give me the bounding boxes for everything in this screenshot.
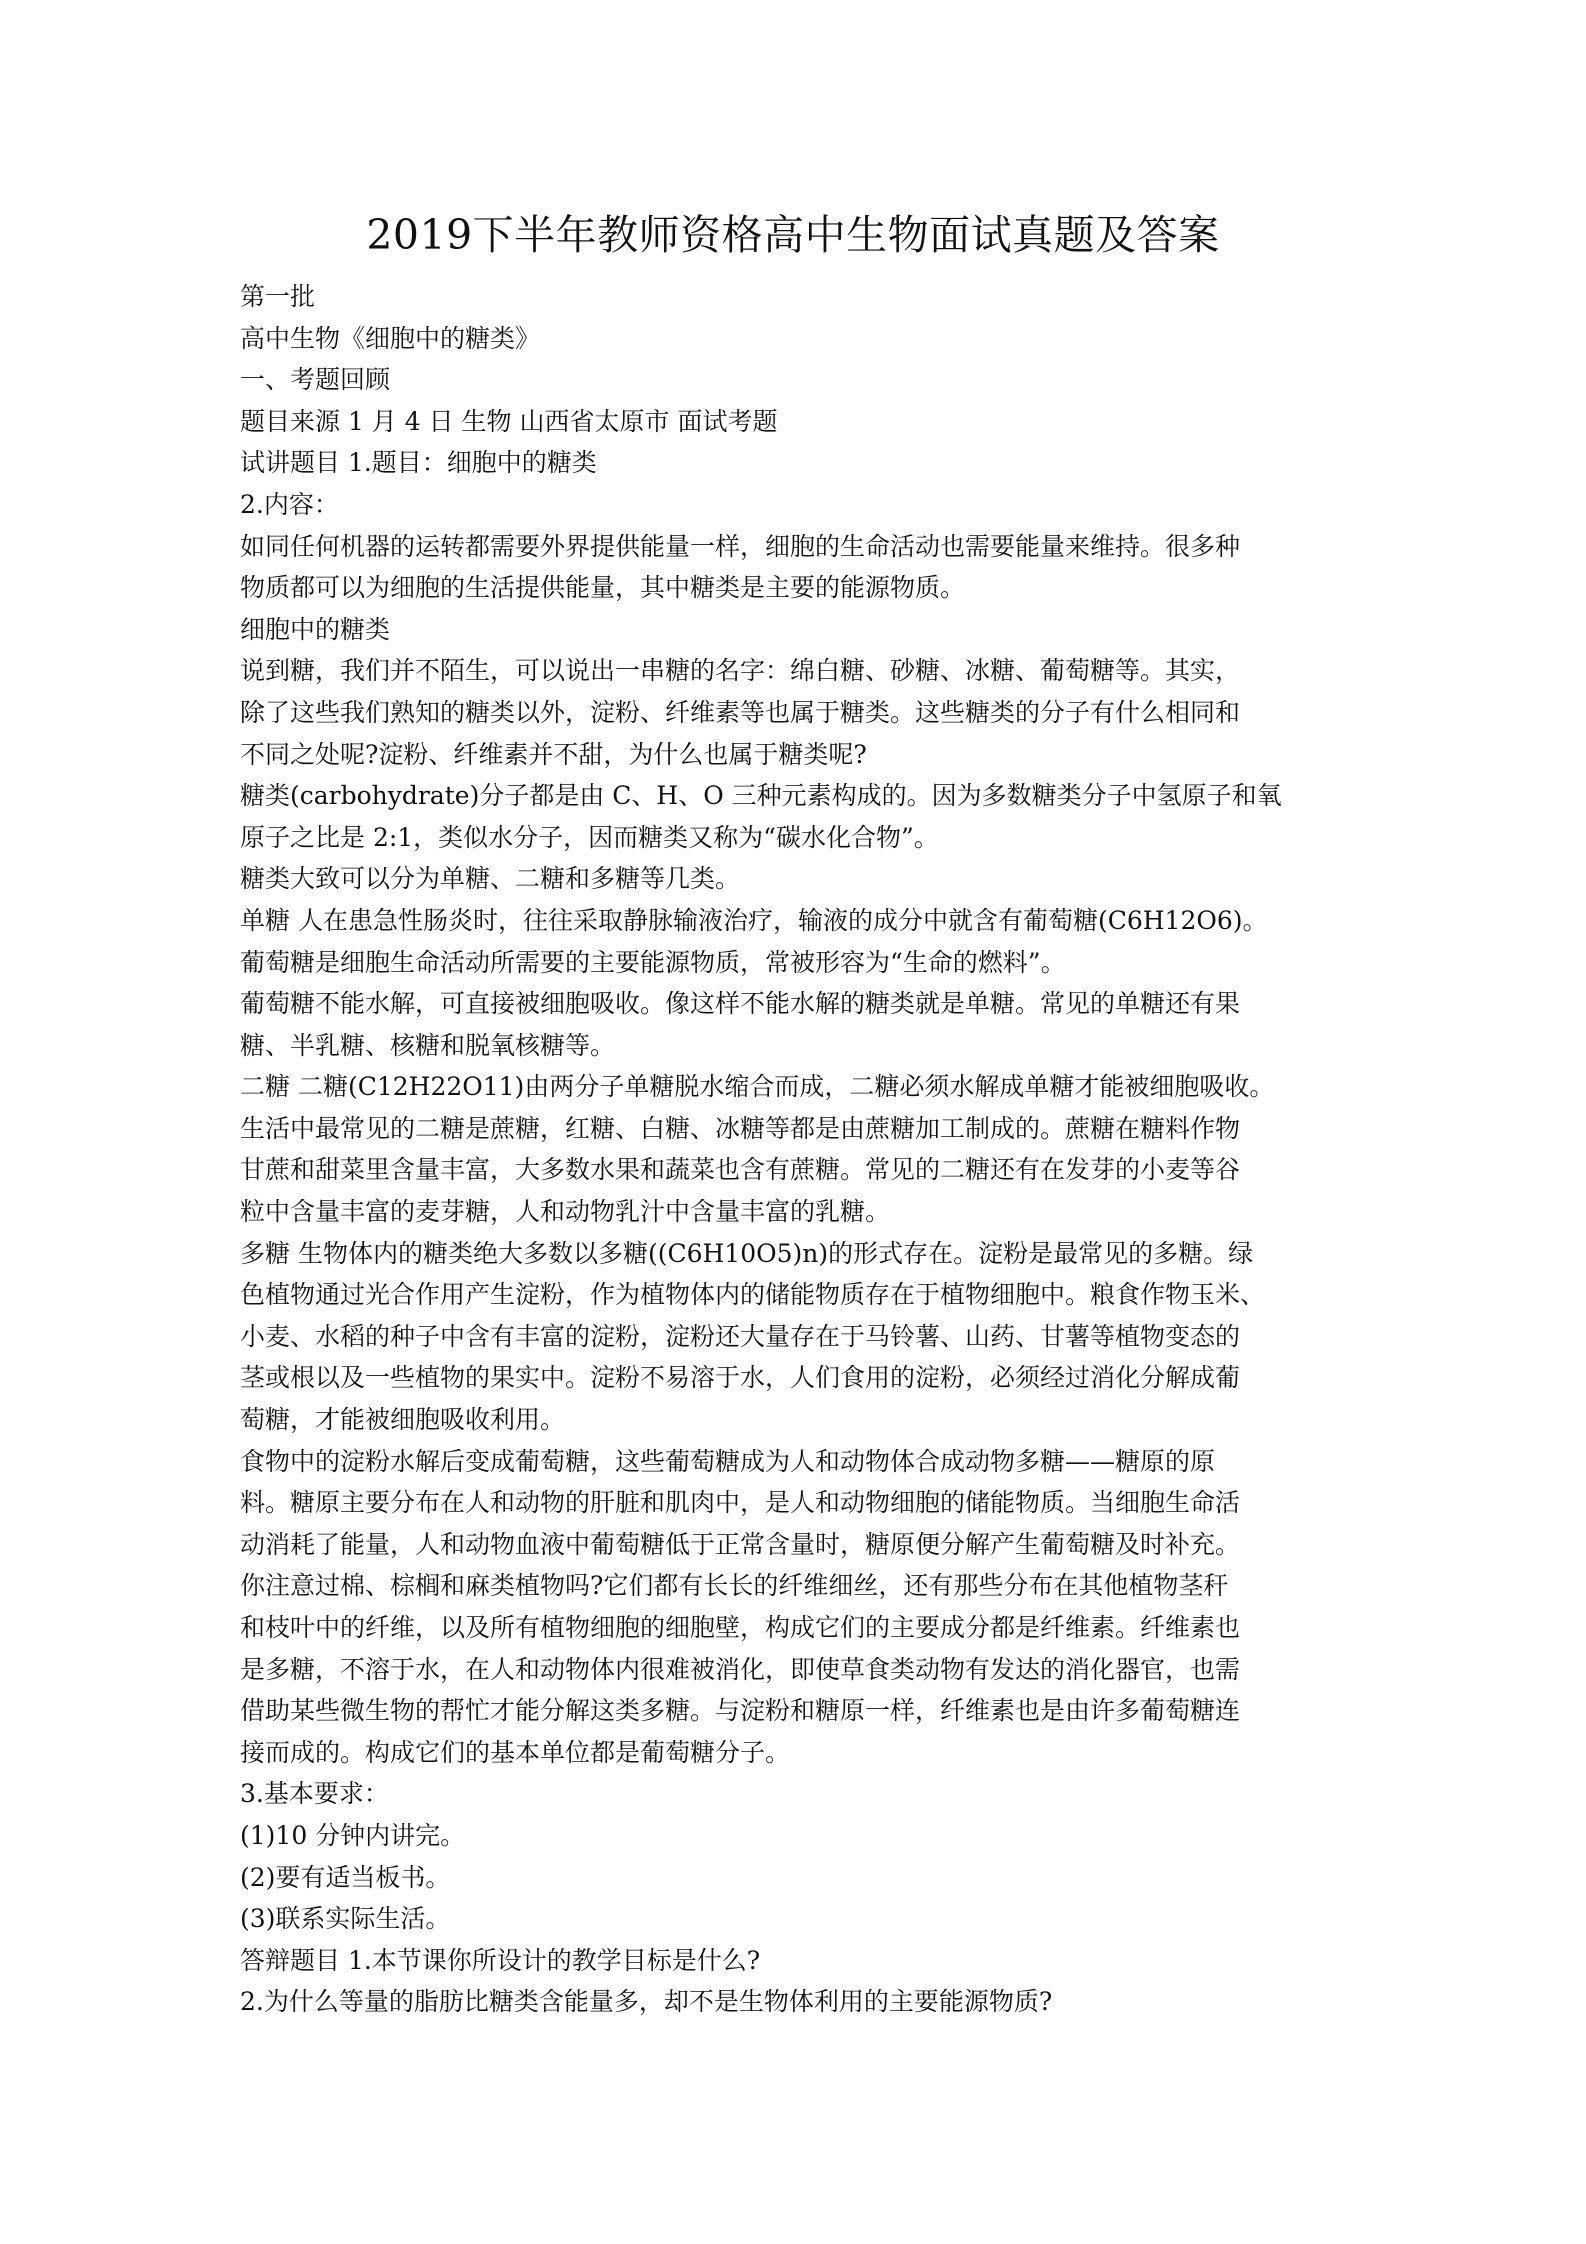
text-line: 借助某些微生物的帮忙才能分解这类多糖。与淀粉和糖原一样，纤维素也是由许多葡萄糖连 — [240, 1696, 1241, 1726]
text-line: 单糖 人在患急性肠炎时，往往采取静脉输液治疗，输液的成分中就含有葡萄糖(C6H12O6)。 — [240, 905, 1268, 935]
text-line: (2)要有适当板书。 — [240, 1862, 451, 1892]
text-line: 如同任何机器的运转都需要外界提供能量一样，细胞的生命活动也需要能量来维持。很多种 — [240, 531, 1241, 561]
text-line: (3)联系实际生活。 — [240, 1904, 451, 1934]
text-line: (1)10 分钟内讲完。 — [240, 1820, 466, 1850]
text-line: 茎或根以及一些植物的果实中。淀粉不易溶于水，人们食用的淀粉，必须经过消化分解成葡 — [240, 1363, 1241, 1393]
text-line: 原子之比是 2:1，类似水分子，因而糖类又称为“碳水化合物”。 — [240, 822, 939, 852]
text-line: 第一批 — [240, 282, 316, 311]
text-line: 动消耗了能量，人和动物血液中葡萄糖低于正常含量时，糖原便分解产生葡萄糖及时补充。 — [240, 1529, 1241, 1559]
text-line: 物质都可以为细胞的生活提供能量，其中糖类是主要的能源物质。 — [240, 573, 966, 603]
text-line: 多糖 生物体内的糖类绝大多数以多糖((C6H10O5)n)的形式存在。淀粉是最常见的多糖。绿 — [240, 1238, 1254, 1268]
text-line: 高中生物《细胞中的糖类》 — [240, 323, 541, 353]
text-line: 2.为什么等量的脂肪比糖类含能量多，却不是生物体利用的主要能源物质? — [240, 1987, 1053, 2017]
text-line: 不同之处呢?淀粉、纤维素并不甜，为什么也属于糖类呢? — [240, 739, 867, 769]
text-line: 和枝叶中的纤维，以及所有植物细胞的细胞壁，构成它们的主要成分都是纤维素。纤维素也 — [240, 1613, 1241, 1642]
text-line: 生活中最常见的二糖是蔗糖，红糖、白糖、冰糖等都是由蔗糖加工制成的。蔗糖在糖料作物 — [240, 1113, 1241, 1143]
text-line: 糖、半乳糖、核糖和脱氧核糖等。 — [240, 1030, 616, 1060]
text-line: 接而成的。构成它们的基本单位都是葡萄糖分子。 — [240, 1737, 791, 1767]
text-line: 甘蔗和甜菜里含量丰富，大多数水果和蔬菜也含有蔗糖。常见的二糖还有在发芽的小麦等谷 — [240, 1155, 1241, 1185]
text-line: 2.内容： — [240, 489, 339, 519]
text-line: 葡萄糖不能水解，可直接被细胞吸收。像这样不能水解的糖类就是单糖。常见的单糖还有果 — [240, 989, 1241, 1019]
document-title: 2019下半年教师资格高中生物面试真题及答案 — [366, 211, 1220, 259]
text-line: 说到糖，我们并不陌生，可以说出一串糖的名字：绵白糖、砂糖、冰糖、葡萄糖等。其实， — [240, 656, 1241, 686]
text-line: 二糖 二糖(C12H22O11)由两分子单糖脱水缩合而成，二糖必须水解成单糖才能被细胞吸收。 — [240, 1072, 1275, 1102]
text-line: 答辩题目 1.本节课你所设计的教学目标是什么? — [240, 1945, 761, 1975]
text-line: 色植物通过光合作用产生淀粉，作为植物体内的储能物质存在于植物细胞中。粮食作物玉米、 — [240, 1280, 1266, 1310]
text-line: 萄糖，才能被细胞吸收利用。 — [240, 1405, 566, 1435]
text-line: 一、考题回顾 — [240, 365, 391, 395]
text-line: 试讲题目 1.题目：细胞中的糖类 — [240, 448, 597, 478]
text-line: 3.基本要求： — [240, 1779, 389, 1809]
text-line: 除了这些我们熟知的糖类以外，淀粉、纤维素等也属于糖类。这些糖类的分子有什么相同和 — [240, 697, 1241, 727]
text-line: 葡萄糖是细胞生命活动所需要的主要能源物质，常被形容为“生命的燃料”。 — [240, 947, 1066, 977]
text-line: 粒中含量丰富的麦芽糖，人和动物乳汁中含量丰富的乳糖。 — [240, 1197, 891, 1227]
document-body — [240, 276, 1352, 2023]
text-line: 糖类(carbohydrate)分子都是由 C、H、O 三种元素构成的。因为多数糖类分子中氢原子和氧 — [240, 781, 1282, 811]
text-line: 是多糖，不溶于水，在人和动物体内很难被消化，即使草食类动物有发达的消化器官，也需 — [240, 1654, 1241, 1684]
text-line: 糖类大致可以分为单糖、二糖和多糖等几类。 — [240, 864, 741, 894]
text-line: 你注意过棉、棕榈和麻类植物吗?它们都有长长的纤维细丝，还有那些分布在其他植物茎秆 — [240, 1571, 1229, 1601]
text-line: 细胞中的糖类 — [240, 614, 391, 644]
text-line: 料。糖原主要分布在人和动物的肝脏和肌肉中，是人和动物细胞的储能物质。当细胞生命活 — [240, 1488, 1241, 1518]
text-line: 小麦、水稻的种子中含有丰富的淀粉，淀粉还大量存在于马铃薯、山药、甘薯等植物变态的 — [240, 1321, 1241, 1351]
text-line: 食物中的淀粉水解后变成葡萄糖，这些葡萄糖成为人和动物体合成动物多糖——糖原的原 — [240, 1446, 1216, 1476]
text-line: 题目来源 1 月 4 日 生物 山西省太原市 面试考题 — [240, 406, 778, 436]
